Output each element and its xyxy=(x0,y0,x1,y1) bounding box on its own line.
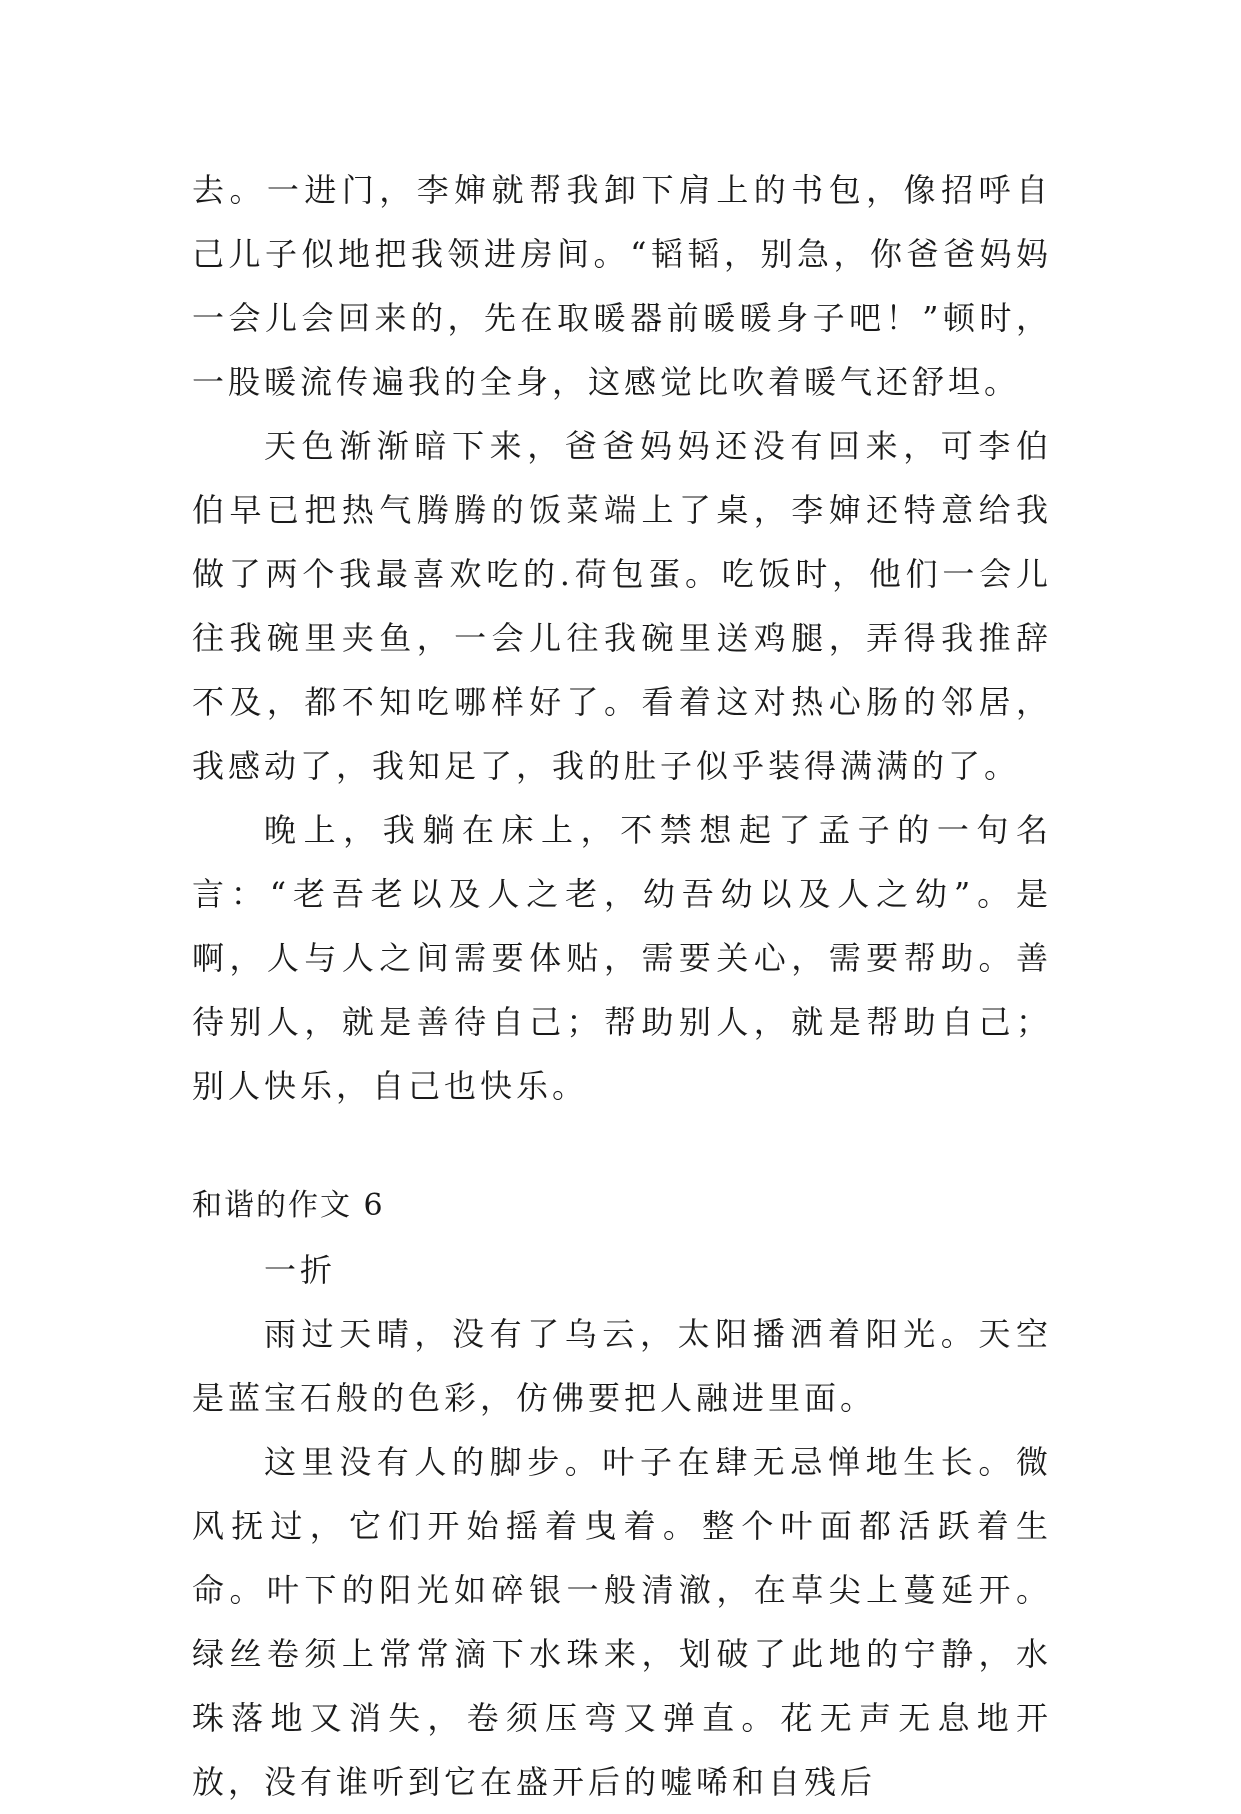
section-title: 一折 xyxy=(264,1251,337,1289)
paragraph-sky: 雨过天晴，没有了乌云，太阳播洒着阳光。天空是蓝宝石般的色彩，仿佛要把人融进里面。 xyxy=(192,1315,1052,1417)
essay-heading: 和谐的作文 6 xyxy=(192,1188,385,1223)
paragraph-continued: 去。一进门，李婶就帮我卸下肩上的书包，像招呼自己儿子似地把我领进房间。“韬韬，别急，你爸爸妈妈一会儿会回来的，先在取暖器前暖暖身子吧！”顿时，一股暖流传遍我的全身，这感觉比吹着暖气还舒坦。 xyxy=(192,171,1052,401)
paragraph-night-reflection: 晚上，我躺在床上，不禁想起了孟子的一句名言：“老吾老以及人之老，幼吾幼以及人之幼”。是啊，人与人之间需要体贴，需要关心，需要帮助。善待别人，就是善待自己；帮助别人，就是帮助自己；别人快乐，自己也快乐。 xyxy=(192,811,1052,1105)
paragraph-dusk-dinner: 天色渐渐暗下来，爸爸妈妈还没有回来，可李伯伯早已把热气腾腾的饭菜端上了桌，李婶还特意给我做了两个我最喜欢吃的.荷包蛋。吃饭时，他们一会儿往我碗里夹鱼，一会儿往我碗里送鸡腿，弄得我推辞不及，都不知吃哪样好了。看着这对热心肠的邻居，我感动了，我知足了，我的肚子似乎装得满满的了。 xyxy=(192,427,1052,785)
paragraph-leaves: 这里没有人的脚步。叶子在肆无忌惮地生长。微风抚过，它们开始摇着曳着。整个叶面都活跃着生命。叶下的阳光如碎银一般清澈，在草尖上蔓延开。绿丝卷须上常常滴下水珠来，划破了此地的宁静，水珠落地又消失，卷须压弯又弹直。花无声无息地开放，没有谁听到它在盛开后的嘘唏和自残后 xyxy=(192,1443,1052,1801)
document-page xyxy=(192,158,1052,1814)
